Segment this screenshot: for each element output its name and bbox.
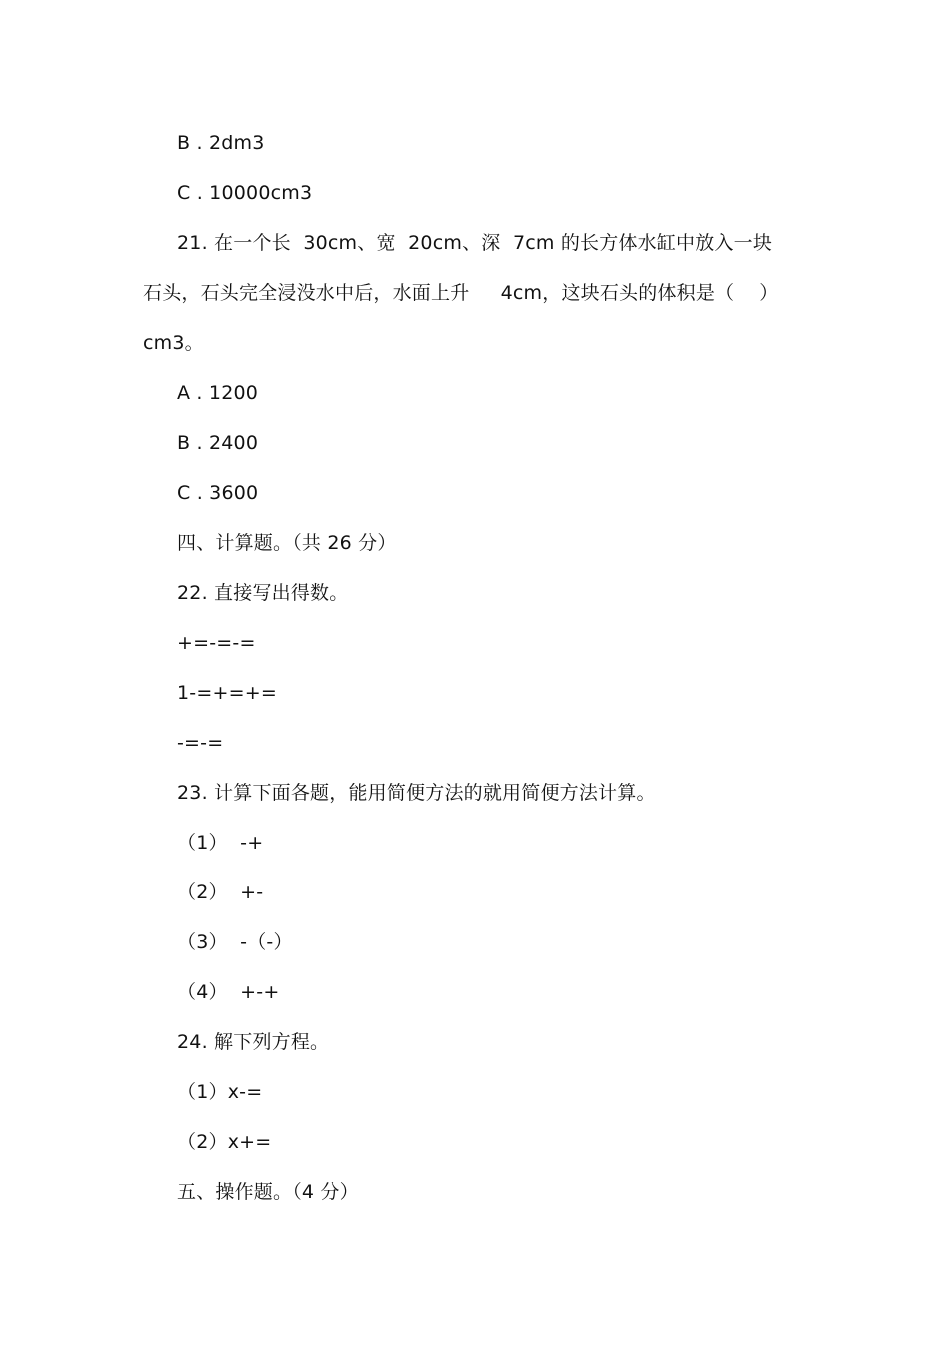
- question-24-item-1: （1）x-=: [177, 1081, 263, 1103]
- question-23: 23. 计算下面各题，能用简便方法的就用简便方法计算。: [177, 782, 656, 804]
- option-c-21: C . 3600: [177, 482, 259, 504]
- option-c-21-prev: C . 10000cm3: [177, 182, 313, 204]
- section-heading-4: 四、计算题。（共 26 分）: [177, 532, 397, 554]
- question-22-row-2: 1-=+=+=: [177, 682, 277, 704]
- question-23-item-1: （1） -+: [177, 832, 264, 854]
- question-23-item-3: （3） -（-）: [177, 931, 293, 953]
- question-21-line-1: 21. 在一个长 30cm、宽 20cm、深 7cm 的长方体水缸中放入一块: [177, 232, 773, 254]
- question-23-item-2: （2） +-: [177, 881, 264, 903]
- question-22-row-1: +=-=-=: [177, 632, 256, 654]
- option-a-21: A . 1200: [177, 382, 259, 404]
- option-b-21-prev: B . 2dm3: [177, 132, 265, 154]
- question-21-line-2: 石头，石头完全浸没水中后，水面上升 4cm，这块石头的体积是（ ）: [143, 282, 779, 304]
- question-22-row-3: -=-=: [177, 732, 224, 754]
- section-heading-5: 五、操作题。（4 分）: [177, 1181, 359, 1203]
- question-22: 22. 直接写出得数。: [177, 582, 349, 604]
- option-b-21: B . 2400: [177, 432, 259, 454]
- question-23-item-4: （4） +-+: [177, 981, 280, 1003]
- question-24-item-2: （2）x+=: [177, 1131, 272, 1153]
- question-24: 24. 解下列方程。: [177, 1031, 330, 1053]
- question-21-line-3: cm3。: [143, 332, 204, 354]
